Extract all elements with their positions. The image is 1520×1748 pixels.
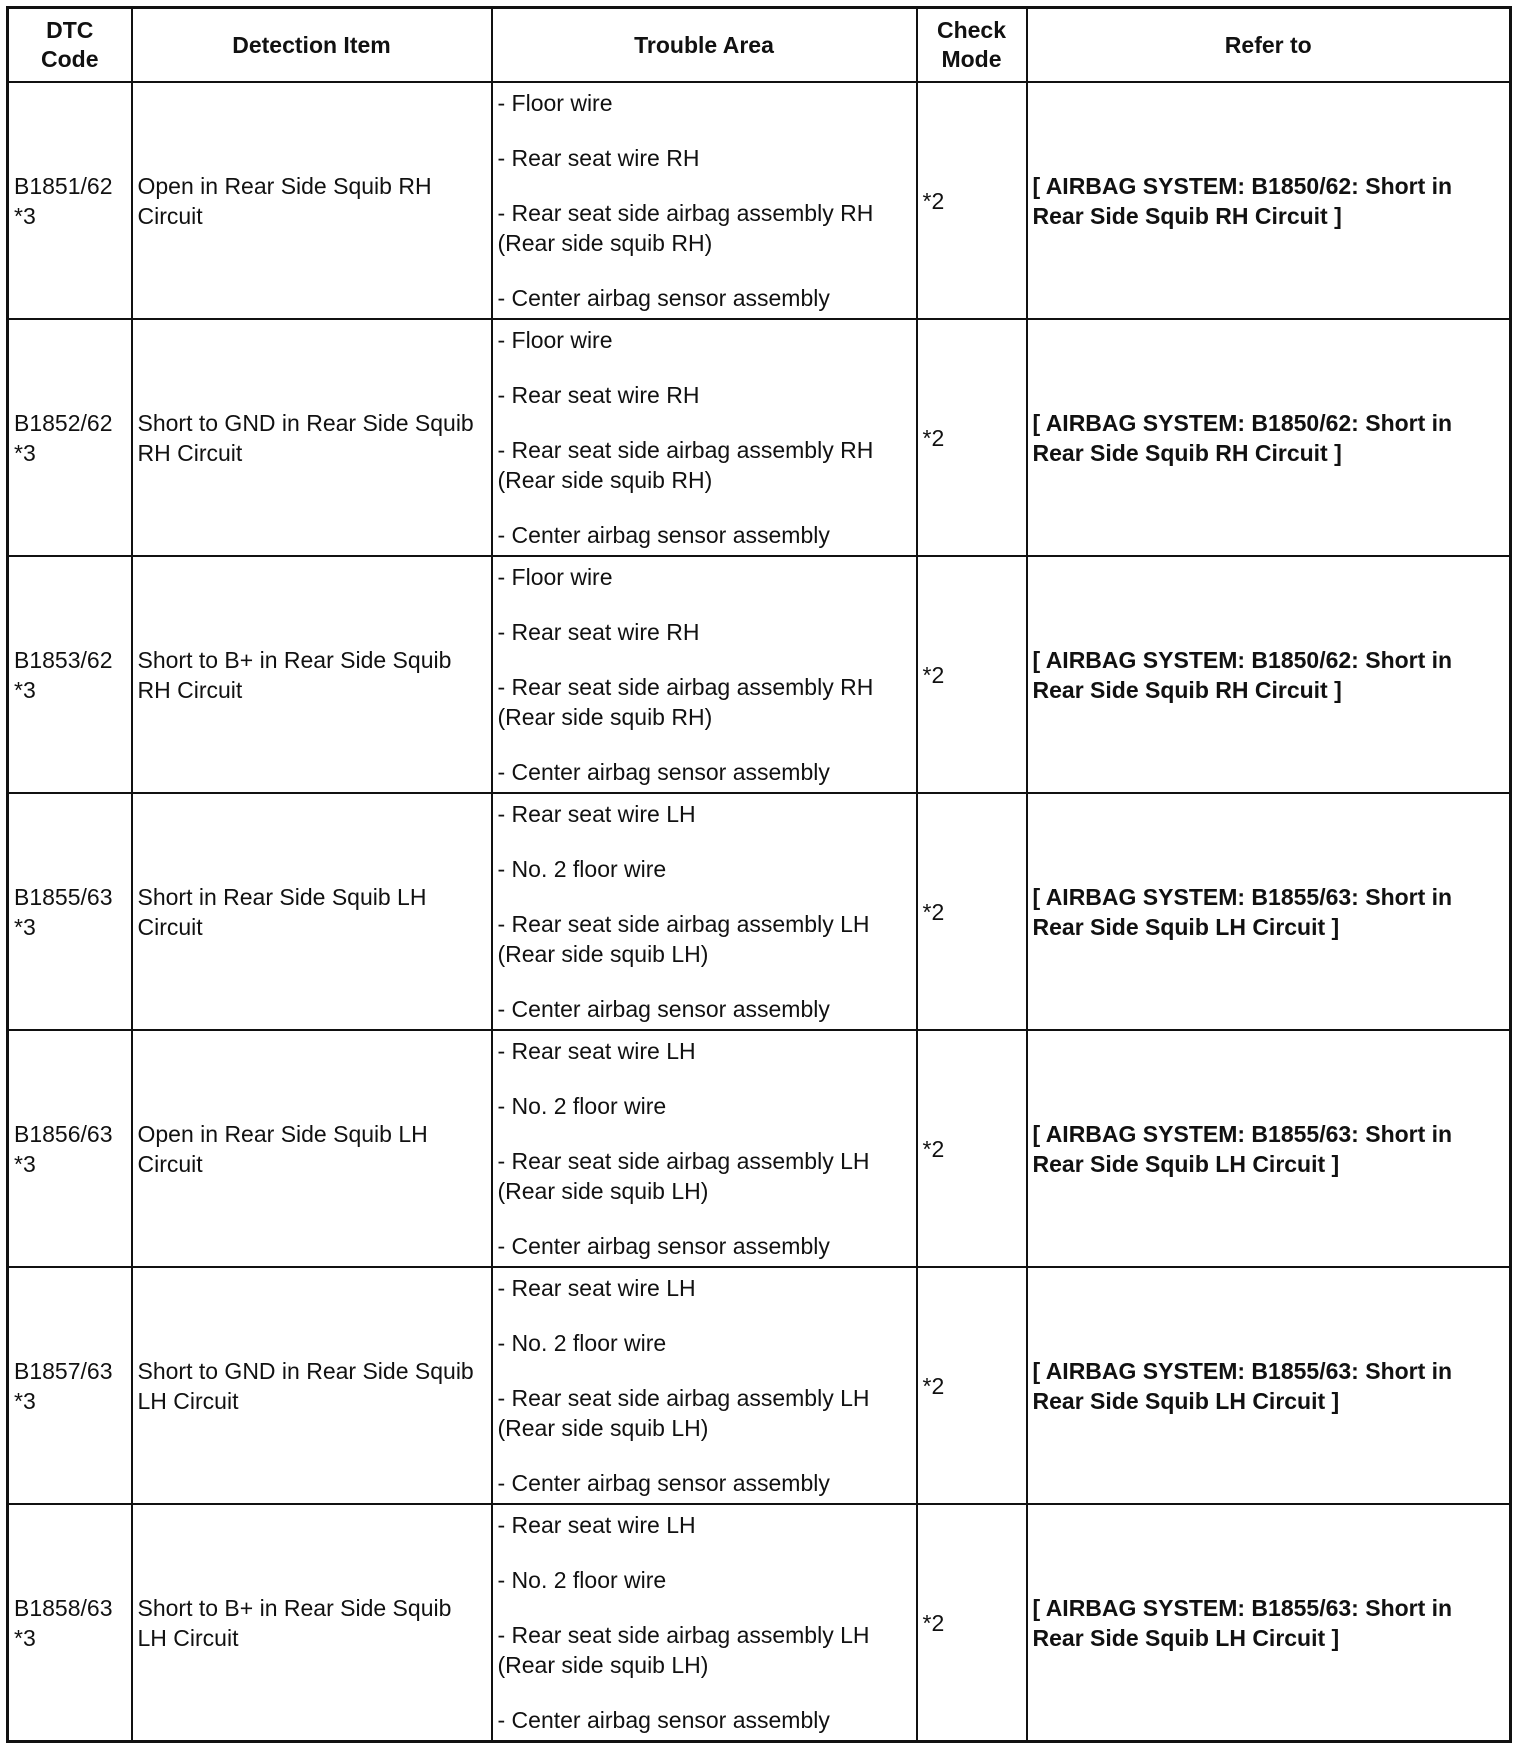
trouble-area-item: - Floor wire <box>497 327 613 353</box>
trouble-area-item: - Rear seat side airbag assembly RH (Rear side squib RH) <box>497 200 874 256</box>
header-check-mode-line2: Mode <box>941 46 1002 72</box>
trouble-area-item: - No. 2 floor wire <box>497 856 667 882</box>
header-trouble-area: Trouble Area <box>492 8 917 83</box>
trouble-area-item: - No. 2 floor wire <box>497 1093 667 1119</box>
check-mode: *2 <box>917 556 1027 793</box>
dtc-code-note: *3 <box>14 1387 36 1414</box>
table-header-row <box>8 8 1511 83</box>
trouble-area-cell <box>492 1030 917 1267</box>
trouble-area-cell <box>492 1504 917 1742</box>
dtc-code: B1856/63 <box>14 1120 113 1147</box>
trouble-area-cell <box>492 319 917 556</box>
header-dtc-code-line1: DTC <box>46 17 94 43</box>
check-mode: *2 <box>917 82 1027 319</box>
check-mode: *2 <box>917 319 1027 556</box>
trouble-area-item: - Rear seat side airbag assembly LH (Rear side squib LH) <box>497 1148 870 1204</box>
dtc-code-note: *3 <box>14 1624 36 1651</box>
trouble-area-item: - Rear seat side airbag assembly LH (Rear side squib LH) <box>497 1385 870 1441</box>
detection-item: Open in Rear Side Squib RH Circuit <box>132 82 492 319</box>
check-mode: *2 <box>917 1504 1027 1742</box>
dtc-code-note: *3 <box>14 202 36 229</box>
trouble-area-item: - Center airbag sensor assembly <box>497 522 830 548</box>
refer-to-link[interactable]: [ AIRBAG SYSTEM: B1850/62: Short in Rear Side Squib RH Circuit ] <box>1027 556 1511 793</box>
detection-item: Short in Rear Side Squib LH Circuit <box>132 793 492 1030</box>
trouble-area-item: - No. 2 floor wire <box>497 1330 667 1356</box>
trouble-area-item: - Rear seat side airbag assembly RH (Rear side squib RH) <box>497 437 874 493</box>
refer-to-link[interactable]: [ AIRBAG SYSTEM: B1855/63: Short in Rear Side Squib LH Circuit ] <box>1027 1030 1511 1267</box>
table-row <box>8 1267 1511 1504</box>
trouble-area-item: - Rear seat wire LH <box>497 1512 696 1538</box>
trouble-area-item: - Rear seat wire LH <box>497 1275 696 1301</box>
dtc-code-cell <box>8 793 132 1030</box>
table-body <box>8 82 1511 1742</box>
trouble-area-item: - Floor wire <box>497 564 613 590</box>
refer-to-link[interactable]: [ AIRBAG SYSTEM: B1855/63: Short in Rear Side Squib LH Circuit ] <box>1027 793 1511 1030</box>
table-row <box>8 556 1511 793</box>
trouble-area-item: - Center airbag sensor assembly <box>497 1233 830 1259</box>
trouble-area-item: - Rear seat wire RH <box>497 382 700 408</box>
header-check-mode-line1: Check <box>936 17 1007 43</box>
check-mode: *2 <box>917 1267 1027 1504</box>
dtc-code: B1857/63 <box>14 1357 113 1384</box>
header-dtc-code <box>8 8 132 83</box>
refer-to-link[interactable]: [ AIRBAG SYSTEM: B1855/63: Short in Rear Side Squib LH Circuit ] <box>1027 1504 1511 1742</box>
dtc-code: B1858/63 <box>14 1594 113 1621</box>
header-dtc-code-line2: Code <box>41 46 99 72</box>
dtc-code: B1851/62 <box>14 172 113 199</box>
dtc-code-cell <box>8 82 132 319</box>
trouble-area-item: - Rear seat side airbag assembly LH (Rear side squib LH) <box>497 911 870 967</box>
dtc-code-note: *3 <box>14 676 36 703</box>
trouble-area-cell <box>492 1267 917 1504</box>
refer-to-link[interactable]: [ AIRBAG SYSTEM: B1855/63: Short in Rear Side Squib LH Circuit ] <box>1027 1267 1511 1504</box>
table-row <box>8 319 1511 556</box>
detection-item: Short to GND in Rear Side Squib RH Circuit <box>132 319 492 556</box>
trouble-area-item: - No. 2 floor wire <box>497 1567 667 1593</box>
trouble-area-item: - Rear seat wire LH <box>497 1038 696 1064</box>
header-check-mode <box>917 8 1027 83</box>
trouble-area-item: - Center airbag sensor assembly <box>497 759 830 785</box>
dtc-code-note: *3 <box>14 913 36 940</box>
trouble-area-item: - Rear seat wire RH <box>497 619 700 645</box>
trouble-area-item: - Rear seat side airbag assembly RH (Rear side squib RH) <box>497 674 874 730</box>
refer-to-link[interactable]: [ AIRBAG SYSTEM: B1850/62: Short in Rear Side Squib RH Circuit ] <box>1027 82 1511 319</box>
check-mode: *2 <box>917 793 1027 1030</box>
dtc-code-note: *3 <box>14 439 36 466</box>
trouble-area-item: - Rear seat side airbag assembly LH (Rear side squib LH) <box>497 1622 870 1678</box>
dtc-code-cell <box>8 556 132 793</box>
trouble-area-item: - Rear seat wire RH <box>497 145 700 171</box>
trouble-area-item: - Floor wire <box>497 90 613 116</box>
detection-item: Open in Rear Side Squib LH Circuit <box>132 1030 492 1267</box>
check-mode: *2 <box>917 1030 1027 1267</box>
dtc-code-cell <box>8 319 132 556</box>
dtc-code-cell <box>8 1030 132 1267</box>
detection-item: Short to B+ in Rear Side Squib LH Circuit <box>132 1504 492 1742</box>
trouble-area-cell <box>492 793 917 1030</box>
table-row <box>8 1030 1511 1267</box>
trouble-area-item: - Center airbag sensor assembly <box>497 996 830 1022</box>
dtc-code: B1853/62 <box>14 646 113 673</box>
trouble-area-cell <box>492 556 917 793</box>
dtc-code: B1855/63 <box>14 883 113 910</box>
detection-item: Short to GND in Rear Side Squib LH Circuit <box>132 1267 492 1504</box>
trouble-area-cell <box>492 82 917 319</box>
table-row <box>8 1504 1511 1742</box>
table-row <box>8 793 1511 1030</box>
header-refer-to: Refer to <box>1027 8 1511 83</box>
trouble-area-item: - Center airbag sensor assembly <box>497 1470 830 1496</box>
dtc-table <box>6 6 1512 1743</box>
refer-to-link[interactable]: [ AIRBAG SYSTEM: B1850/62: Short in Rear Side Squib RH Circuit ] <box>1027 319 1511 556</box>
trouble-area-item: - Center airbag sensor assembly <box>497 1707 830 1733</box>
trouble-area-item: - Center airbag sensor assembly <box>497 285 830 311</box>
dtc-code-note: *3 <box>14 1150 36 1177</box>
trouble-area-item: - Rear seat wire LH <box>497 801 696 827</box>
detection-item: Short to B+ in Rear Side Squib RH Circuit <box>132 556 492 793</box>
dtc-code: B1852/62 <box>14 409 113 436</box>
header-detection-item: Detection Item <box>132 8 492 83</box>
table-row <box>8 82 1511 319</box>
dtc-code-cell <box>8 1267 132 1504</box>
dtc-code-cell <box>8 1504 132 1742</box>
